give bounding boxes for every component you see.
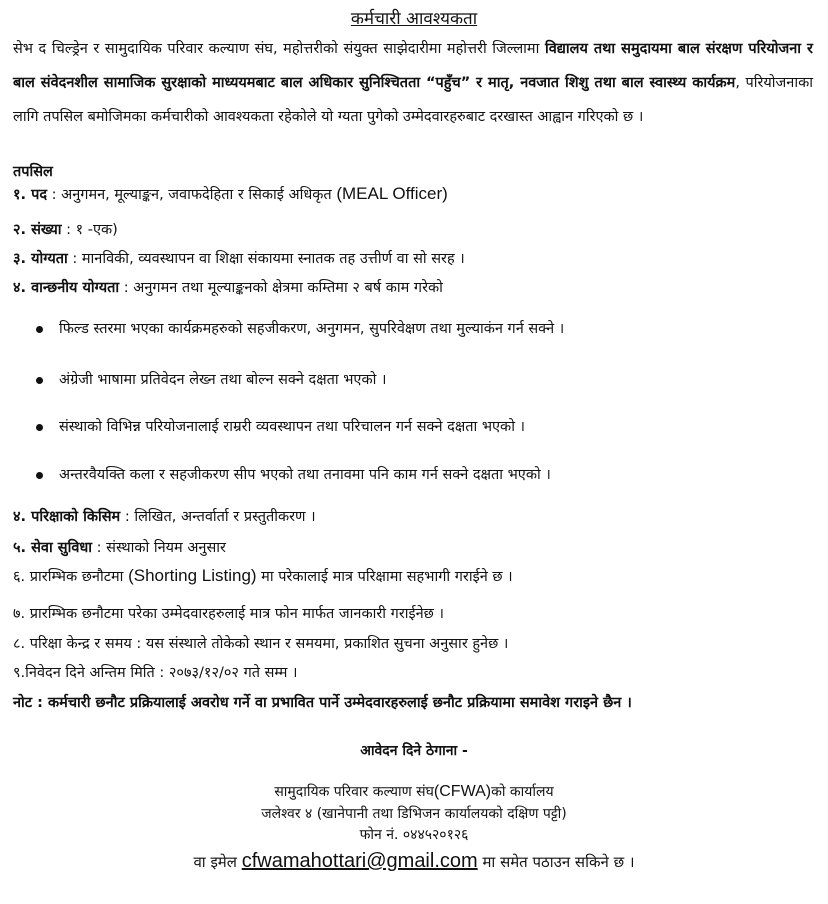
exam-type-label: ४. परिक्षाको किसिम [13, 509, 121, 525]
project-name: विद्यालय तथा समुदायमा बाल संरक्षण परियोजना र बाल संवेदनशील सामाजिक सुरक्षाको माध्ययमबाट बाल अधिकार सुनिश्चितता “पहुँच” र मातृ, नवजात शिशु तथा बाल स्वास्थ्य कार्यक्रम [13, 41, 813, 91]
item-service [13, 537, 226, 557]
item-exam-center: ८. परिक्षा केन्द्र र समय : यस संस्थाले तोकेको स्थान र समयमा, प्रकाशित सुचना अनुसार हुनेछ । [13, 636, 509, 652]
address-phone: फोन नं. ०४४५२०१२६ [359, 827, 469, 843]
address-email-line: वा इमेल cfwamahottari@gmail.com मा समेत पठाउन सकिने छ । [193, 850, 635, 872]
item-shortlisting: ६. प्रारम्भिक छनौटमा (Shorting Listing) मा परेकालाई मात्र परिक्षामा सहभागी गराईने छ । [13, 566, 513, 585]
qualification-label: ३. योग्यता [13, 251, 68, 267]
item-desired-qualification [13, 277, 443, 297]
intro-text-start: सेभ द चिल्ड्रेन र सामुदायिक परिवार कल्याण संघ, महोत्तरीको संयुक्त साझेदारीमा महोत्तरी जिल्लामा [13, 41, 545, 57]
address-heading: आवेदन दिने ठेगाना - [360, 743, 468, 759]
skill-list-item: अन्तरवैयक्ति कला र सहजीकरण सीप भएको तथा तनावमा पनि काम गर्न सक्ने दक्षता भएको । [36, 464, 551, 484]
intro-text-end: , परियोजनाका लागि तपसिल बमोजिमका कर्मचारीको आवश्यकता रहेकोले यो ग्यता पुगेको उम्मेदवारहरुबाट दरखास्त आह्वान गरिएको छ । [13, 75, 813, 125]
shortlisting-english: (Shorting Listing) [128, 566, 257, 585]
service-value: : संस्थाको नियम अनुसार [92, 540, 226, 556]
desired-label: ४. वान्छनीय योग्यता [13, 280, 120, 296]
intro-paragraph [13, 32, 813, 134]
tapasil-heading: तपसिल [13, 164, 53, 180]
bullet-icon [36, 326, 43, 333]
skill-list-item: अंग्रेजी भाषामा प्रतिवेदन लेख्न तथा बोल्न सक्ने दक्षता भएको । [36, 369, 386, 389]
exam-type-value: : लिखित, अन्तर्वार्ता र प्रस्तुतीकरण । [120, 509, 316, 525]
skill-list-item: फिल्ड स्तरमा भएका कार्यक्रमहरुको सहजीकरण, अनुगमन, सुपरिवेक्षण तथा मुल्याकंन गर्न सक्ने । [36, 318, 564, 338]
item-exam-type [13, 506, 316, 526]
count-label: २. संख्या [13, 222, 62, 238]
count-value: : १ -एक) [61, 222, 118, 238]
notice-title: कर्मचारी आवश्यकता [350, 9, 478, 29]
bullet-icon [36, 472, 43, 479]
organization-abbreviation: (CFWA) [433, 783, 492, 800]
email-link[interactable]: cfwamahottari@gmail.com [241, 850, 478, 872]
item-deadline: ९.निवेदन दिने अन्तिम मिति : २०७३/१२/०२ गते सम्म । [13, 665, 298, 681]
bullet-icon [36, 377, 43, 384]
qualification-value: : मानविकी, व्यवस्थापन वा शिक्षा संकायमा स्नातक तह उत्तीर्ण वा सो सरह । [67, 251, 465, 267]
post-english: (MEAL Officer) [336, 184, 448, 203]
service-label: ५. सेवा सुविधा [13, 540, 93, 556]
note-text: नोट : कर्मचारी छनौट प्रक्रियालाई अवरोध गर्ने वा प्रभावित पार्ने उम्मेदवारहरुलाई छनौट प्रक्रियामा समावेश गराइने छैन । [13, 695, 632, 711]
item-post [13, 184, 448, 204]
item-count [13, 219, 118, 239]
address-organization: सामुदायिक परिवार कल्याण संघ(CFWA)को कार्यालय [274, 783, 554, 800]
address-location: जलेश्वर ४ (खानेपानी तथा डिभिजन कार्यालयको दक्षिण पट्टी) [261, 806, 567, 822]
post-value: : अनुगमन, मूल्याङ्कन, जवाफदेहिता र सिकाई अधिकृत [47, 187, 337, 203]
bullet-icon [36, 424, 43, 431]
desired-value: : अनुगमन तथा मूल्याङ्कनको क्षेत्रमा कम्तिमा २ बर्ष काम गरेको [119, 280, 443, 296]
post-label: १. पद [13, 187, 48, 203]
skill-list-item: संस्थाको विभिन्न परियोजनालाई राम्ररी व्यवस्थापन तथा परिचालन गर्न सक्ने दक्षता भएको । [36, 416, 525, 436]
item-qualification [13, 248, 465, 268]
item-phone-info: ७. प्रारम्भिक छनौटमा परेका उम्मेदवारहरुलाई मात्र फोन मार्फत जानकारी गराईनेछ । [13, 606, 444, 622]
